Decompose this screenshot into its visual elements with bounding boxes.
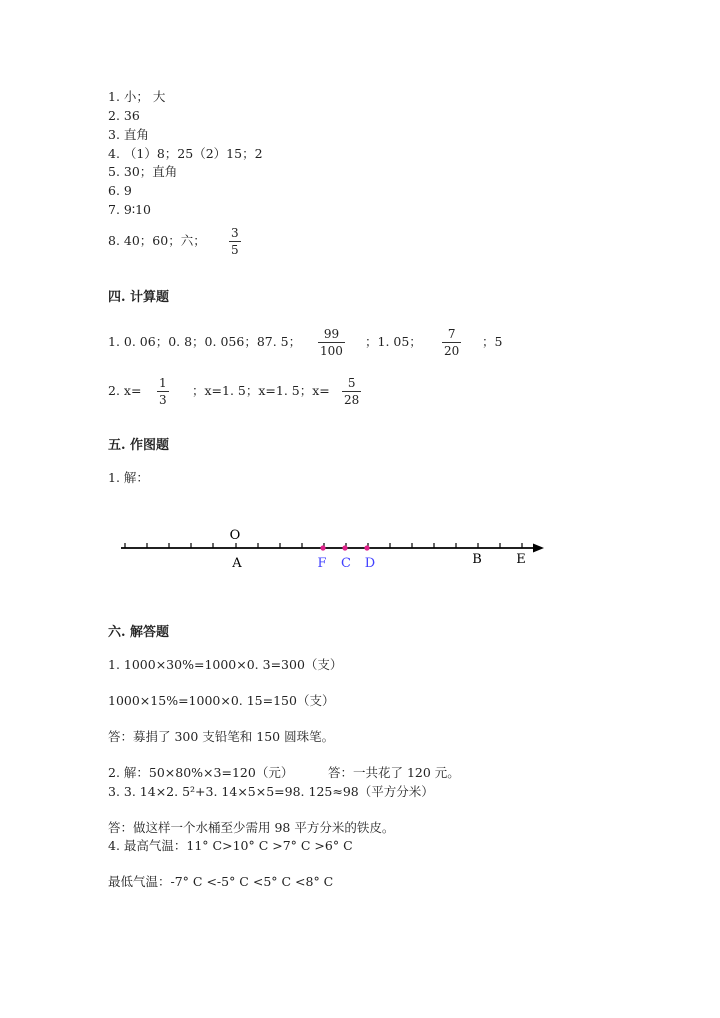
fraction-bar bbox=[342, 391, 361, 392]
fraction-bar bbox=[318, 342, 345, 343]
label-d: D bbox=[364, 556, 376, 571]
answer-3-7: 7. 9∶10 bbox=[108, 202, 152, 217]
answer-3-3: 3. 直角 bbox=[108, 127, 149, 142]
fraction-numerator: 7 bbox=[447, 327, 456, 341]
solution-4-high-temp: 4. 最高气温：11° C>10° C >7° C >6° C bbox=[108, 838, 353, 853]
calc-1-seg2: ；1. 05； bbox=[365, 334, 422, 349]
label-f: F bbox=[317, 556, 327, 571]
label-c: C bbox=[341, 556, 351, 571]
fraction-bar bbox=[157, 391, 169, 392]
fraction-1-3 bbox=[157, 376, 169, 407]
fraction-bar bbox=[442, 342, 461, 343]
solution-3-answer: 答：做这样一个水桶至少需用 98 平方分米的铁皮。 bbox=[108, 820, 395, 835]
label-o: O bbox=[229, 528, 241, 543]
label-a: A bbox=[232, 556, 242, 571]
fraction-numerator: 1 bbox=[159, 376, 167, 390]
fraction-99-100 bbox=[318, 327, 345, 358]
point-c bbox=[342, 545, 347, 550]
answer-3-5: 5. 30；直角 bbox=[108, 164, 178, 179]
calc-2-seg2: ；x=1. 5；x=1. 5；x= bbox=[192, 383, 330, 398]
answer-3-8: 8. 40；60；六； bbox=[108, 233, 206, 248]
solution-2-answer: 答：一共花了 120 元。 bbox=[328, 765, 460, 780]
fraction-denominator: 3 bbox=[159, 393, 167, 407]
number-line-arrow bbox=[533, 544, 544, 553]
answer-3-4: 4. （1）8；25（2）15；2 bbox=[108, 146, 263, 161]
fraction-numerator: 5 bbox=[347, 376, 356, 390]
fraction-3-5 bbox=[229, 226, 241, 257]
fraction-numerator: 3 bbox=[231, 226, 239, 240]
section-6-title: 六. 解答题 bbox=[108, 625, 170, 640]
fraction-bar bbox=[229, 241, 241, 242]
point-d bbox=[364, 545, 369, 550]
answer-3-1: 1. 小； 大 bbox=[108, 89, 166, 104]
calc-2-seg1: 2. x= bbox=[108, 383, 142, 398]
fraction-5-28 bbox=[342, 376, 361, 407]
answer-3-6: 6. 9 bbox=[108, 183, 132, 198]
number-line-diagram bbox=[0, 524, 720, 584]
solution-2-line1: 2. 解：50×80%×3=120（元） bbox=[108, 765, 294, 780]
fraction-denominator: 100 bbox=[320, 344, 343, 358]
fraction-denominator: 28 bbox=[344, 393, 360, 407]
fraction-denominator: 5 bbox=[231, 243, 239, 257]
solution-4-low-temp: 最低气温：-7° C <-5° C <5° C <8° C bbox=[108, 874, 334, 889]
section-4-title: 四. 计算题 bbox=[108, 290, 170, 305]
calc-1-seg3: ；5 bbox=[482, 334, 503, 349]
drawing-answer-label: 1. 解： bbox=[108, 470, 149, 485]
solution-1-answer: 答：募捐了 300 支铅笔和 150 圆珠笔。 bbox=[108, 729, 335, 744]
calc-1-seg1: 1. 0. 06；0. 8；0. 056；87. 5； bbox=[108, 334, 302, 349]
label-b: B bbox=[472, 552, 482, 567]
answer-3-2: 2. 36 bbox=[108, 108, 140, 123]
fraction-numerator: 99 bbox=[323, 327, 340, 341]
fraction-7-20 bbox=[442, 327, 461, 358]
section-5-title: 五. 作图题 bbox=[108, 438, 170, 453]
solution-1-line2: 1000×15%=1000×0. 15=150（支） bbox=[108, 693, 335, 708]
label-e: E bbox=[516, 552, 526, 567]
solution-1-line1: 1. 1000×30%=1000×0. 3=300（支） bbox=[108, 657, 343, 672]
point-f bbox=[320, 545, 325, 550]
fraction-denominator: 20 bbox=[444, 344, 460, 358]
solution-3-line1: 3. 3. 14×2. 5²+3. 14×5×5=98. 125≈98（平方分米） bbox=[108, 784, 434, 799]
